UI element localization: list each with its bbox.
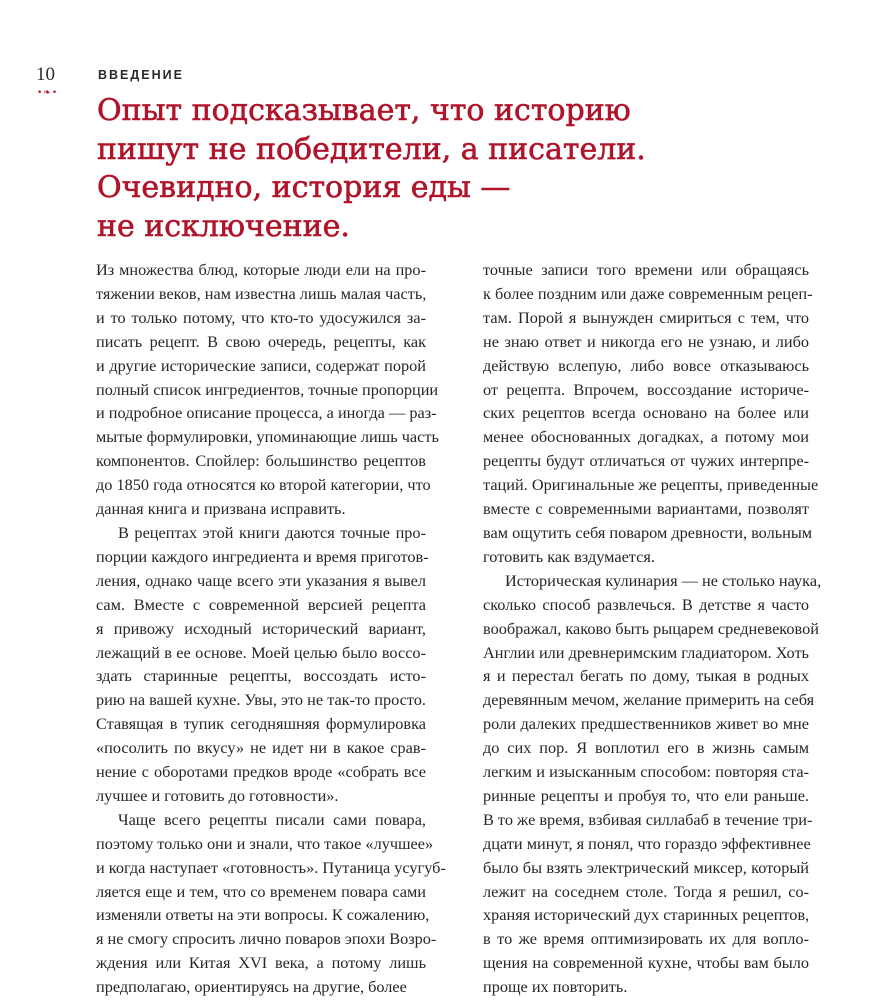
body-text-line: Ставящая в тупик сегодняшняя формулировка: [96, 714, 426, 734]
body-text-line: и то только потому, что кто-то удосужился за-: [96, 307, 426, 327]
body-text-line: и другие исторические записи, содержат порой: [96, 355, 426, 375]
body-text-line: менее обоснованных догадках, а потому мои: [483, 427, 809, 447]
body-text-line: Из множества блюд, которые люди ели на про-: [96, 260, 426, 279]
body-text-line: таций. Оригинальные же рецепты, приведенные: [483, 475, 819, 495]
body-text-line: к более поздним или даже современным рецеп-: [483, 283, 813, 303]
body-text-line: рию на вашей кухне. Увы, это не так-то просто.: [96, 690, 426, 710]
body-text-line: было бы взять электрический миксер, который: [483, 857, 809, 877]
body-text-line: ринные рецепты и пробуя то, что ели раньше.: [483, 785, 809, 805]
body-text-line: вместе с современными вариантами, позволят: [483, 499, 809, 519]
body-text-line: поэтому только они и знали, что такое «лучшее»: [96, 833, 434, 853]
body-text-line: «посолить по вкусу» не идет ни в какое срав-: [96, 738, 426, 758]
body-text-line: ждения или Китая XVI века, а потому лишь: [96, 953, 426, 973]
body-text-line: легким и изысканным способом: повторяя ста-: [483, 762, 809, 782]
body-text-line: воображал, каково быть рыцарем средневековой: [483, 618, 819, 638]
body-text-line: не знаю ответ и никогда его не узнаю, и либо: [483, 331, 809, 351]
body-text-line: ских рецептов всегда основано на более или: [483, 403, 809, 423]
body-text-line: там. Порой я вынужден смириться с тем, что: [483, 307, 809, 327]
body-text-line: В то же время, взбивая силлабаб в течение три-: [483, 809, 813, 829]
body-text-line: и подробное описание процесса, а иногда — раз-: [96, 403, 437, 423]
body-text-line: предполагаю, ориентируясь на другие, более: [96, 977, 407, 997]
right-column: [483, 258, 822, 999]
body-text-line: Историческая кулинария — не столько наука,: [505, 570, 822, 590]
headline-line: Опыт подсказывает, что историю: [97, 93, 631, 128]
body-text-line: ления, однако чаще всего эти указания я вывел: [96, 570, 426, 590]
body-text-line: В рецептах этой книги даются точные про-: [118, 522, 426, 542]
body-text-line: ляется еще и тем, что со временем повара сами: [96, 881, 426, 901]
body-text-line: писать рецепт. В свою очередь, рецепты, как: [96, 331, 426, 351]
body-text-line: изменяли ответы на эти вопросы. К сожалению,: [96, 905, 430, 925]
body-text-line: от рецепта. Впрочем, воссоздание историче-: [483, 379, 809, 399]
body-text-line: я и перестал бегать по дому, тыкая в родных: [483, 666, 809, 686]
left-column: [96, 258, 446, 999]
body-text-line: вам ощутить себя поваром древности, вольным: [483, 522, 813, 542]
page-ornament-icon: •❧•: [37, 88, 59, 98]
body-text-line: сколько способ развлечься. В детстве я часто: [483, 594, 809, 614]
body-text-line: порции каждого ингредиента и время приготов-: [96, 546, 429, 566]
body-text-line: роли далеких предшественников живет во мне: [483, 714, 809, 734]
body-text-line: щения на современной кухне, чтобы вам было: [483, 953, 809, 973]
body-text-line: компонентов. Спойлер: большинство рецептов: [96, 451, 426, 471]
headline: [97, 92, 817, 246]
body-text-line: готовить как вздумается.: [483, 546, 655, 566]
body-text-line: полный список ингредиентов, точные пропорции: [96, 379, 439, 399]
body-text-line: нение с оборотами предков вроде «собрать все: [96, 762, 426, 782]
section-title: ВВЕДЕНИЕ: [98, 68, 184, 82]
body-text-line: дцати минут, я понял, что гораздо эффективнее: [483, 833, 811, 853]
page-number: 10: [36, 64, 55, 85]
headline-line: пишут не победители, а писатели.: [97, 131, 646, 167]
body-text-line: до сих пор. Я воплотил его в жизнь самым: [483, 738, 809, 758]
body-text-line: и когда наступает «готовность». Путаница усугуб-: [96, 857, 446, 877]
body-text-line: сам. Вместе с современной версией рецепта: [96, 594, 426, 614]
body-text-line: в то же время оптимизировать их для вопло-: [483, 929, 809, 949]
body-text-line: я не смогу спросить лично поваров эпохи Возро-: [96, 929, 437, 949]
body-text-line: мытые формулировки, упоминающие лишь часть: [96, 427, 439, 447]
body-text-line: до 1850 года относятся ко второй категории, что: [96, 475, 431, 495]
body-text-line: Англии или древнеримским гладиатором. Хоть: [483, 642, 809, 662]
body-text-line: я привожу исходный исторический вариант,: [96, 618, 426, 638]
body-text-line: храняя исторический дух старинных рецептов,: [483, 905, 810, 925]
body-text-line: точные записи того времени или обращаясь: [483, 260, 809, 279]
body-text-line: деревянным мечом, желание примерить на себя: [483, 690, 815, 710]
body-text-line: данная книга и призвана исправить.: [96, 499, 346, 519]
body-text-line: лучшее и готовить до готовности».: [96, 785, 339, 805]
body-text-line: действую вслепую, либо вовсе отказываюсь: [483, 355, 809, 375]
body-text-line: Чаще всего рецепты писали сами повара,: [118, 809, 426, 829]
body-text-line: тяжении веков, нам известна лишь малая часть,: [96, 283, 427, 303]
body-text-line: рецепты будут отличаться от чужих интерпре-: [483, 451, 809, 471]
body-text-line: здать старинные рецепты, воссоздать исто-: [96, 666, 426, 686]
body-text-line: лежит на соседнем столе. Тогда я решил, со-: [483, 881, 809, 901]
body-text-line: лежащий в ее основе. Моей целью было воссо-: [96, 642, 426, 662]
body-text-line: проще их повторить.: [483, 977, 628, 997]
headline-line: Очевидно, история еды —: [97, 170, 511, 205]
headline-line: не исключение.: [97, 208, 350, 244]
